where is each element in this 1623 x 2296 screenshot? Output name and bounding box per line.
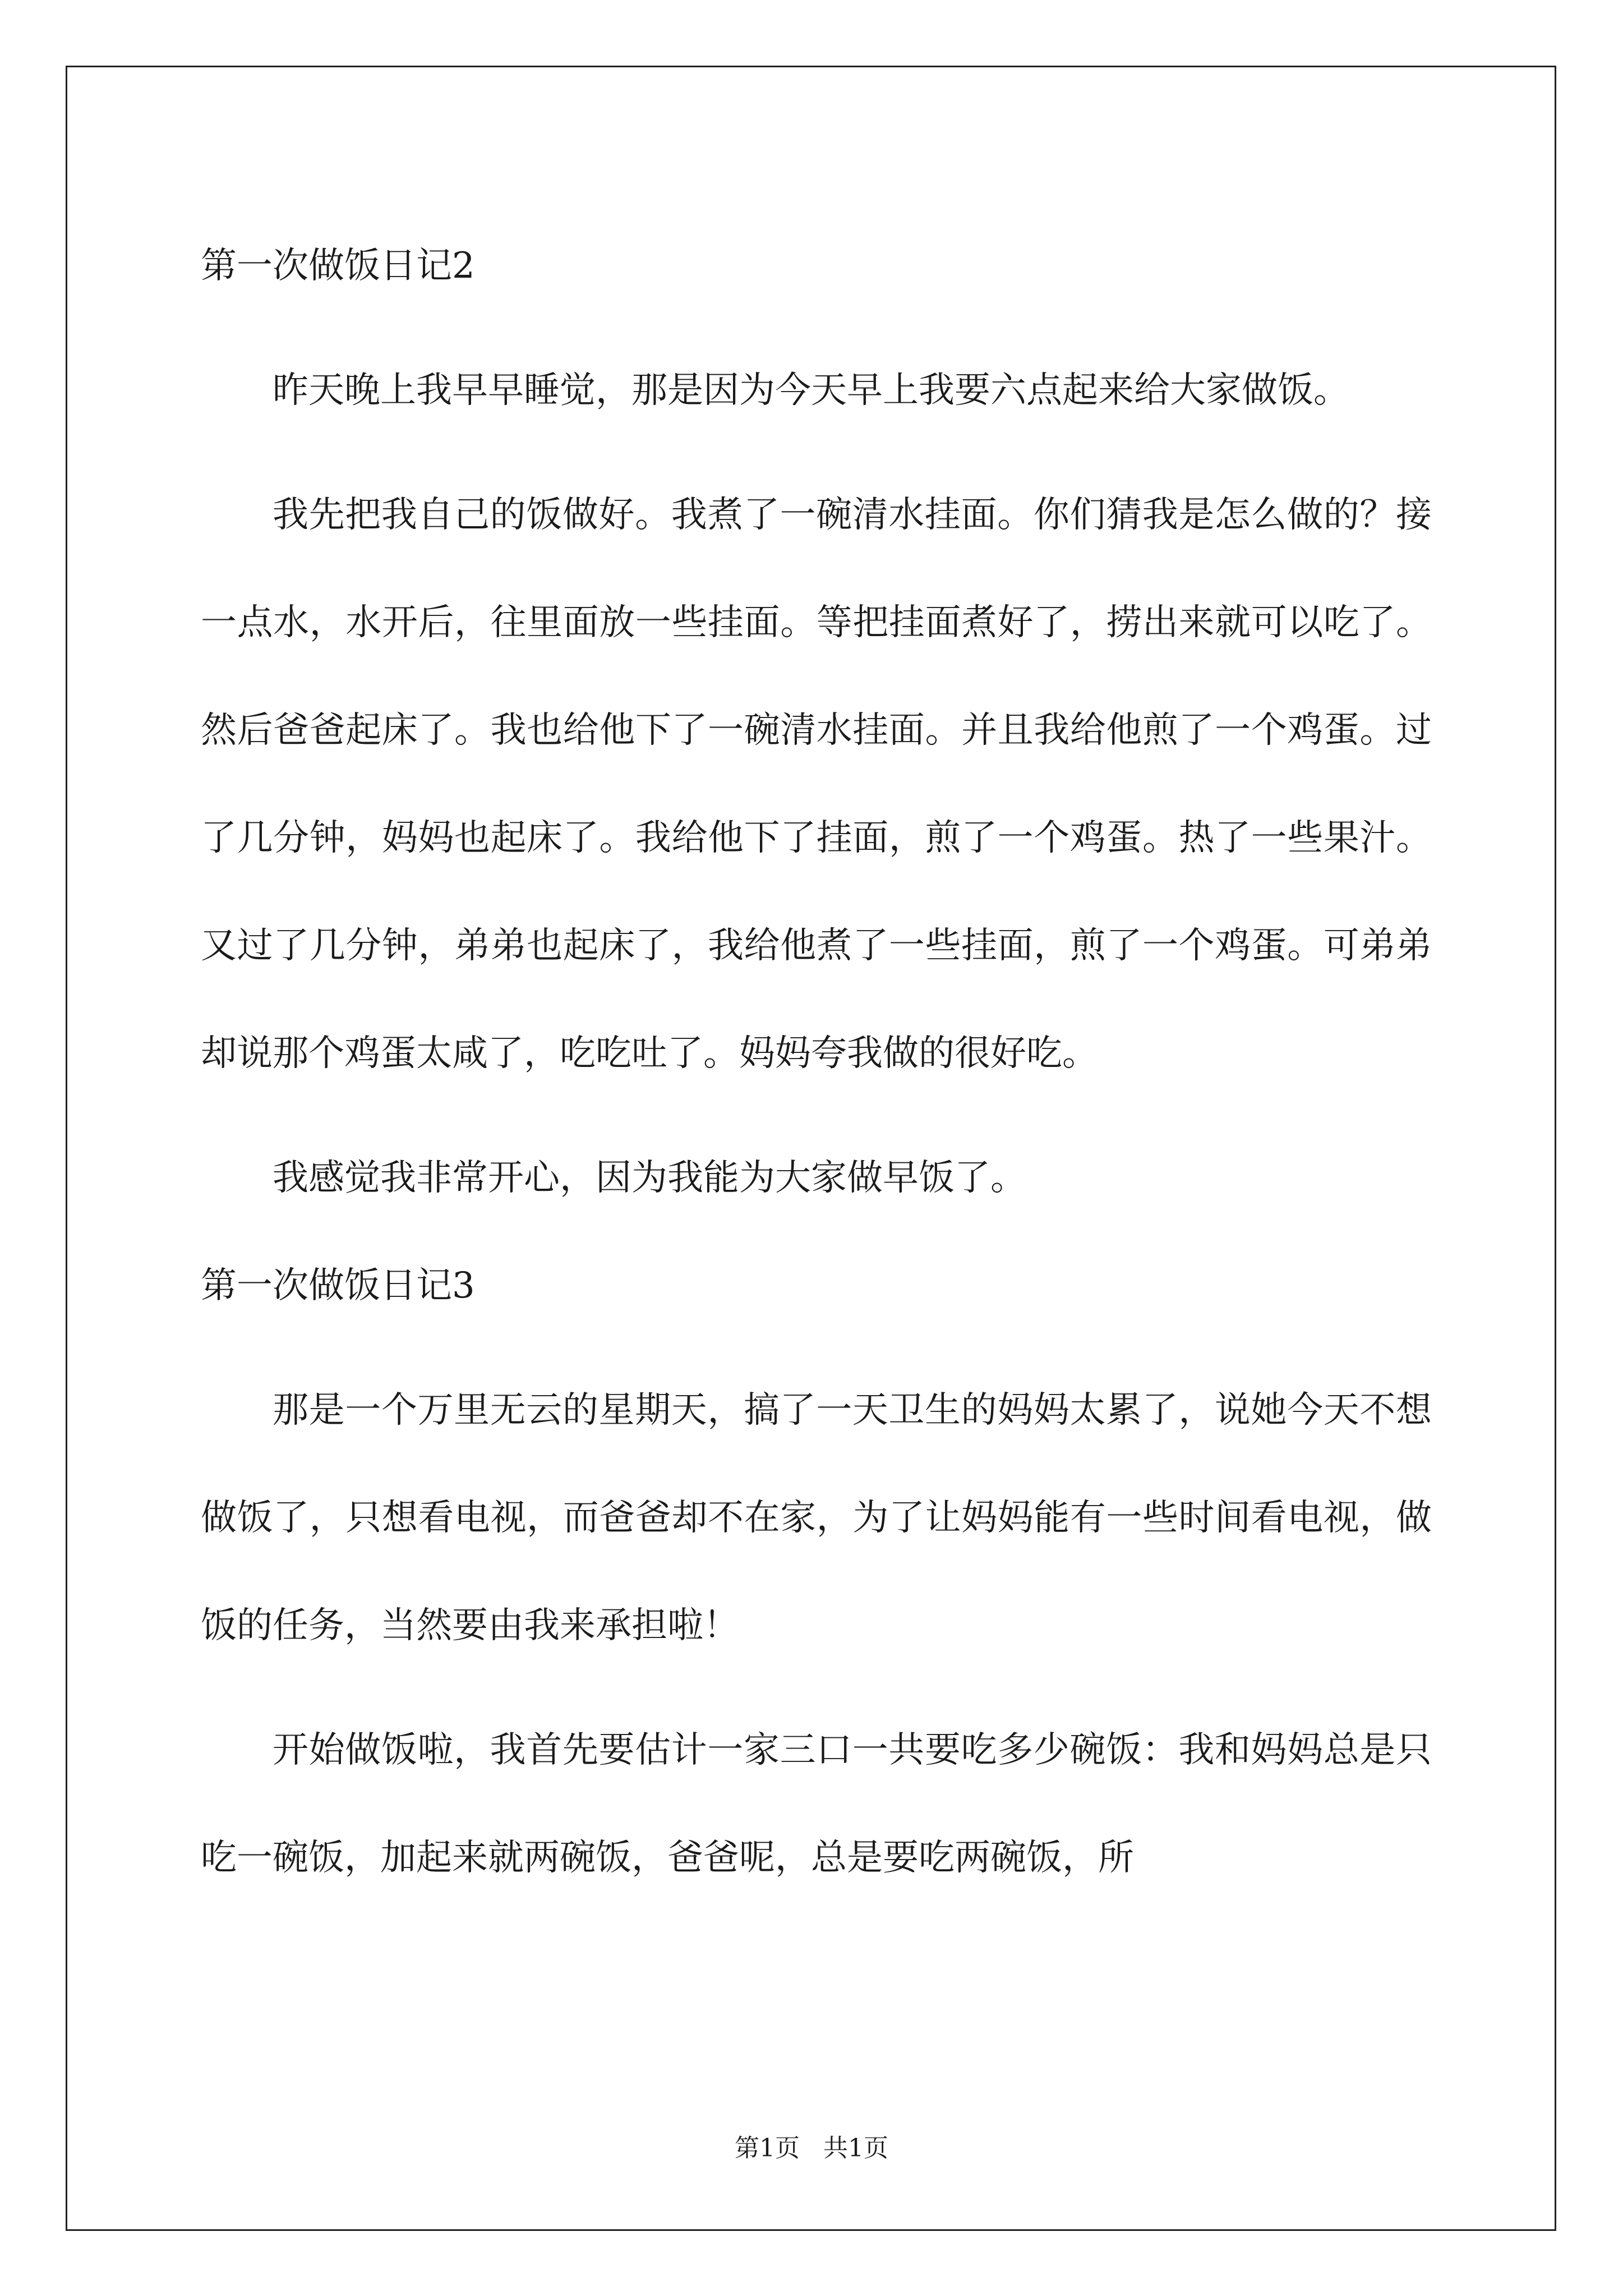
paragraph: 开始做饭啦，我首先要估计一家三口一共要吃多少碗饭：我和妈妈总是只吃一碗饭，加起来就两碗饭，爸爸呢，总是要吃两碗饭，所: [201, 1729, 1432, 1879]
document-body: [201, 212, 1432, 1912]
section-heading: 第一次做饭日记3: [201, 1265, 475, 1306]
paragraph: 我感觉我非常开心，因为我能为大家做早饭了。: [273, 1157, 1026, 1199]
paragraph: 我先把我自己的饭做好。我煮了一碗清水挂面。你们猜我是怎么做的？接一点水，水开后，往里面放一些挂面。等把挂面煮好了，捞出来就可以吃了。然后爸爸起床了。我也给他下了一碗清水挂面。并且我给他煎了一个鸡蛋。过了几分钟，妈妈也起床了。我给他下了挂面，煎了一个鸡蛋。热了一些果汁。又过了几分钟，弟弟也起床了，我给他煮了一些挂面，煎了一个鸡蛋。可弟弟却说那个鸡蛋太咸了，吃吃吐了。妈妈夸我做的很好吃。: [201, 494, 1432, 1074]
paragraph: 那是一个万里无云的星期天，搞了一天卫生的妈妈太累了，说她今天不想做饭了，只想看电视，而爸爸却不在家，为了让妈妈能有一些时间看电视，做饭的任务，当然要由我来承担啦！: [201, 1389, 1432, 1646]
section-heading: 第一次做饭日记2: [201, 245, 475, 287]
section-diary-2: [201, 212, 1432, 1232]
paragraph: 昨天晚上我早早睡觉，那是因为今天早上我要六点起来给大家做饭。: [273, 370, 1349, 411]
section-diary-3: [201, 1232, 1432, 1912]
page-footer: 第1页 共1页: [735, 2134, 888, 2162]
